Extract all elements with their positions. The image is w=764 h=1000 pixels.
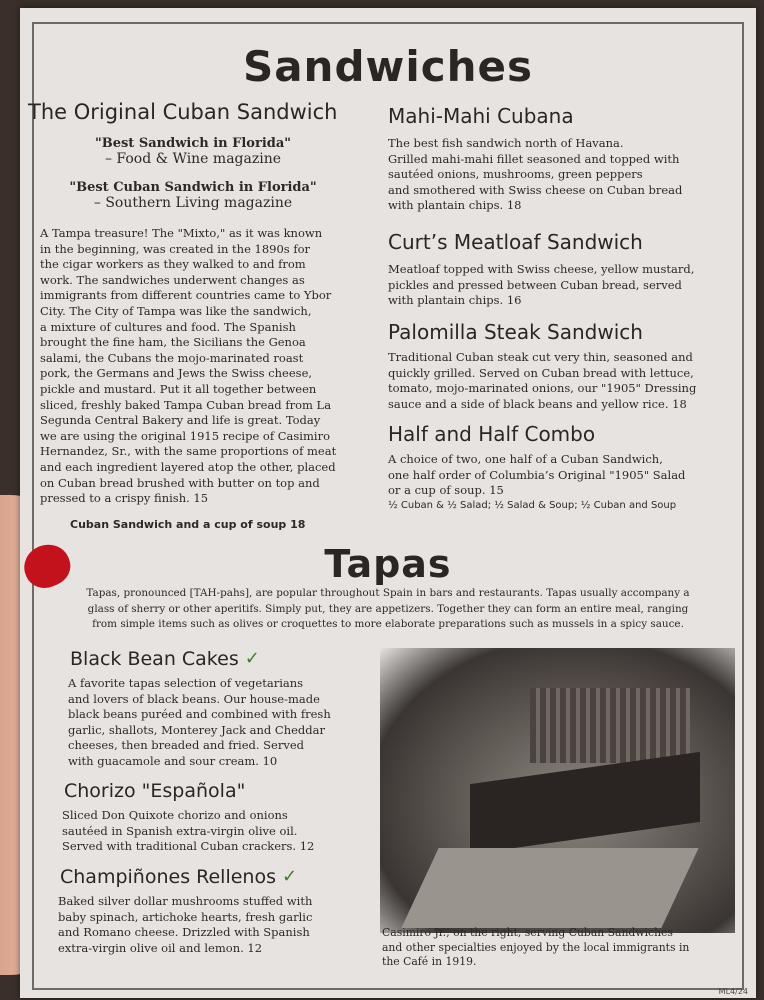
photo-shelves <box>530 688 690 763</box>
text-line: salami, the Cubans the mojo-marinated roast <box>40 350 304 365</box>
text-line: garlic, shallots, Monterey Jack and Cheddar <box>68 722 325 737</box>
leaf-icon: ✓ <box>282 866 298 887</box>
quote-1-title: "Best Sandwich in Florida" <box>94 136 292 151</box>
text-line: the Café in 1919. <box>382 955 477 968</box>
meatloaf-title: Curt’s Meatloaf Sandwich <box>388 230 643 254</box>
text-line: sautéed onions, mushrooms, green peppers <box>388 167 643 182</box>
text-line: and other specialties enjoyed by the local immigrants in <box>382 940 690 954</box>
text-line: Meatloaf topped with Swiss cheese, yellow mustard, <box>388 262 695 276</box>
menu-page <box>20 8 756 998</box>
champinones-title-text: Champiñones Rellenos <box>60 866 276 888</box>
text-line: brought the fine ham, the Sicilians the Genoa <box>40 335 306 350</box>
text-line: The best fish sandwich north of Havana. <box>388 136 624 150</box>
text-line: a mixture of cultures and food. The Spanish <box>40 319 296 334</box>
text-line: Segunda Central Bakery and life is great. Today <box>40 413 321 428</box>
text-line: sliced, freshly baked Tampa Cuban bread from La <box>40 397 332 412</box>
black-bean-description <box>68 676 368 770</box>
text-line: Baked silver dollar mushrooms stuffed with <box>58 894 313 908</box>
text-line: Hernandez, Sr., with the same proportions of meat <box>40 444 337 459</box>
print-code: ML4/24 <box>718 987 748 996</box>
meatloaf-description <box>388 262 728 309</box>
chorizo-title: Chorizo "Española" <box>64 780 246 802</box>
quote-2-title: "Best Cuban Sandwich in Florida" <box>69 180 317 195</box>
mahi-title: Mahi-Mahi Cubana <box>388 104 574 128</box>
leaf-icon: ✓ <box>244 648 260 669</box>
mahi-description <box>388 136 728 214</box>
text-line: pressed to a crispy finish. 15 <box>40 491 209 506</box>
text-line: and smothered with Swiss cheese on Cuban bread <box>388 182 683 197</box>
text-line: Casimiro Jr., on the right, serving Cuban Sandwiches <box>382 926 673 939</box>
text-line: pickle and mustard. Put it all together between <box>40 381 317 396</box>
text-line: or a cup of soup. 15 <box>388 483 504 498</box>
quote-1-source: – Food & Wine magazine <box>104 151 282 167</box>
text-line: quickly grilled. Served on Cuban bread with lettuce, <box>388 365 694 380</box>
text-line: on Cuban bread brushed with butter on top and <box>40 475 320 490</box>
text-line: from simple items such as olives or croquettes to more elaborate preparations such as mussels in a spicy sauce. <box>92 618 684 630</box>
text-line: A Tampa treasure! The "Mixto," as it was known <box>40 226 323 240</box>
text-line: A choice of two, one half of a Cuban Sandwich, <box>388 452 663 466</box>
black-bean-title <box>70 648 260 670</box>
text-line: City. The City of Tampa was like the sandwich, <box>40 303 312 318</box>
text-line: Served with traditional Cuban crackers. 12 <box>62 839 315 854</box>
text-line: pork, the Germans and Jews the Swiss cheese, <box>40 366 313 381</box>
sandwiches-heading: Sandwiches <box>242 42 534 91</box>
text-line: glass of sherry or other aperitifs. Simply put, they are appetizers. Together they can form an entire meal, ranging <box>87 602 689 615</box>
text-line: sauce and a side of black beans and yellow rice. 18 <box>388 396 687 411</box>
tapas-heading: Tapas <box>324 542 452 586</box>
photo-floor <box>401 848 698 928</box>
champinones-title <box>60 866 297 888</box>
palomilla-description <box>388 350 728 412</box>
text-line: tomato, mojo-marinated onions, our "1905" Dressing <box>388 381 697 396</box>
text-line: extra-virgin olive oil and lemon. 12 <box>58 940 263 955</box>
cuban-description <box>40 226 370 507</box>
text-line: Traditional Cuban steak cut very thin, seasoned and <box>388 350 693 364</box>
combo-description <box>388 452 728 499</box>
text-line: in the beginning, was created in the 1890s for <box>40 241 311 256</box>
cuban-soup-combo: Cuban Sandwich and a cup of soup 18 <box>70 518 306 531</box>
photo-caption <box>382 926 732 970</box>
text-line: we are using the original 1915 recipe of Casimiro <box>40 428 330 443</box>
palomilla-title: Palomilla Steak Sandwich <box>388 320 643 344</box>
photo-counter <box>470 752 700 854</box>
text-line: pickles and pressed between Cuban bread, served <box>388 277 682 292</box>
cuban-title: The Original Cuban Sandwich <box>28 100 338 124</box>
text-line: one half order of Columbia’s Original "1905" Salad <box>388 467 686 482</box>
black-bean-title-text: Black Bean Cakes <box>70 648 239 670</box>
text-line: cheeses, then breaded and fried. Served <box>68 738 305 753</box>
combo-options: ½ Cuban & ½ Salad; ½ Salad & Soup; ½ Cuban and Soup <box>388 500 677 511</box>
tapas-intro <box>40 586 736 633</box>
text-line: and each ingredient layered atop the other, placed <box>40 459 336 474</box>
quote-southern-living <box>28 180 358 211</box>
text-line: and lovers of black beans. Our house-made <box>68 691 320 706</box>
combo-title: Half and Half Combo <box>388 422 596 446</box>
text-line: A favorite tapas selection of vegetarians <box>68 676 304 690</box>
chorizo-description <box>62 808 372 855</box>
quote-food-wine <box>28 136 358 167</box>
text-line: sautéed in Spanish extra-virgin olive oil. <box>62 823 298 838</box>
text-line: black beans puréed and combined with fresh <box>68 707 331 722</box>
champinones-description <box>58 894 368 956</box>
text-line: Grilled mahi-mahi fillet seasoned and topped with <box>388 151 680 166</box>
text-line: with guacamole and sour cream. 10 <box>68 753 278 768</box>
text-line: with plantain chips. 18 <box>388 198 522 213</box>
text-line: work. The sandwiches underwent changes as <box>40 272 305 287</box>
historic-cafe-photo <box>380 648 735 933</box>
text-line: and Romano cheese. Drizzled with Spanish <box>58 925 310 940</box>
text-line: Tapas, pronounced [TAH-pahs], are popular throughout Spain in bars and restaurants. Tapas usually accompany a <box>86 587 690 599</box>
text-line: the cigar workers as they walked to and from <box>40 257 306 272</box>
quote-2-source: – Southern Living magazine <box>93 195 293 211</box>
text-line: Sliced Don Quixote chorizo and onions <box>62 808 288 822</box>
text-line: with plantain chips. 16 <box>388 293 522 308</box>
text-line: baby spinach, artichoke hearts, fresh garlic <box>58 909 313 924</box>
text-line: immigrants from different countries came to Ybor <box>40 288 332 303</box>
